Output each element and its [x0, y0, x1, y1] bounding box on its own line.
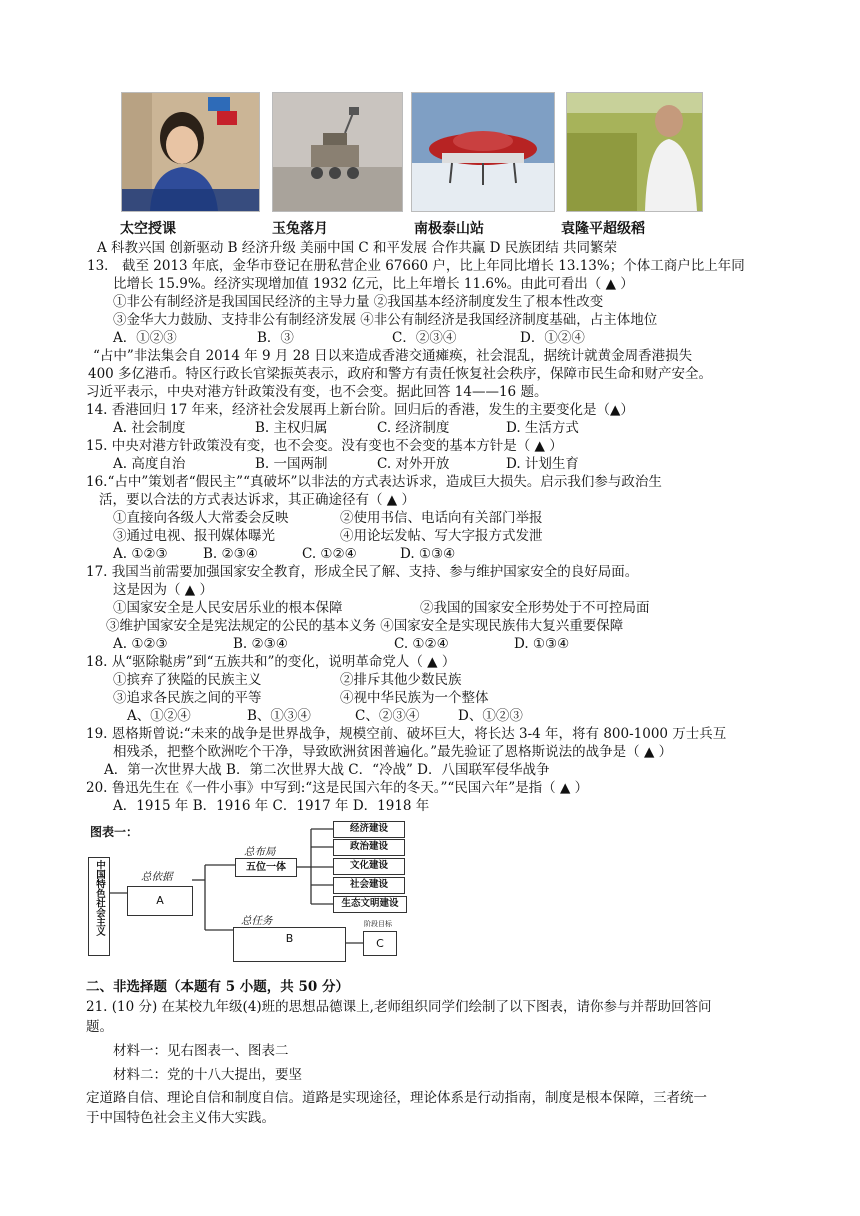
- q16-option-a: A. ①②③: [113, 546, 168, 562]
- q13-option-a: A．①②③: [113, 330, 177, 346]
- q18-option-b: B、①③④: [247, 708, 311, 724]
- part2-heading: 二、非选择题（本题有 5 小题，共 50 分）: [86, 979, 349, 995]
- q15-option-c: C. 对外开放: [377, 456, 450, 472]
- q14-option-c: C. 经济制度: [377, 420, 450, 436]
- diagram-vertical-box: [88, 857, 110, 956]
- q17-option-c: C. ①②④: [394, 636, 449, 652]
- photo-caption-1: 太空授课: [120, 221, 176, 237]
- material-2: 材料二：党的十八大提出，要坚: [113, 1067, 302, 1083]
- q19-stem-line1: 19. 恩格斯曾说:“未来的战争是世界战争，规模空前、破坏巨大，将长达 3-4 年，将有 800-1000 万士兵互: [86, 726, 727, 742]
- diagram-box-wuwei: [235, 858, 297, 877]
- q17-stem-line2: 这是因为（ ▲ ）: [113, 582, 213, 598]
- q13-stem-line2: 比增长 15.9%。经济实现增加值 1932 亿元，比上年增长 11.6%。由此可看出（ ▲ ）: [113, 276, 634, 292]
- q15-stem: 15. 中央对港方针政策没有变，也不会变。没有变也不会变的基本方针是（ ▲ ）: [86, 438, 563, 454]
- q16-option-c: C. ①②④: [302, 546, 357, 562]
- right-box-politics: 政治建设: [333, 839, 405, 856]
- q21-stem-line2: 题。: [86, 1019, 113, 1035]
- q13-option-b: B．③: [257, 330, 294, 346]
- right-box-society: 社会建设: [333, 877, 405, 894]
- passage-line2: 400 多亿港币。特区行政长官梁振英表示，政府和警方有责任恢复社会秩序，保障市民生命和财产安全。: [88, 366, 713, 382]
- q19-stem-line2: 相残杀，把整个欧洲吃个干净，导致欧洲贫困普遍化。”最先验证了恩格斯说法的战争是（ ▲ ）: [113, 744, 673, 760]
- q17-option-d: D. ①③④: [514, 636, 570, 652]
- q18-statement-2: ②排斥其他少数民族: [340, 672, 462, 688]
- box-c-label: C: [376, 937, 384, 950]
- box-wuwei-label: 五位一体: [246, 862, 286, 873]
- label-zongyiju: 总依据: [141, 871, 173, 883]
- q18-stem: 18. 从“驱除鞑虏”到“五族共和”的变化，说明革命党人（ ▲ ）: [86, 654, 456, 670]
- q17-statement-3-4: ③维护国家安全是宪法规定的公民的基本义务 ④国家安全是实现民族伟大复兴重要保障: [106, 618, 624, 634]
- q18-option-d: D、①②③: [458, 708, 523, 724]
- right-box-culture: 文化建设: [333, 858, 405, 875]
- q17-option-b: B. ②③④: [233, 636, 288, 652]
- q16-statement-2: ②使用书信、电话向有关部门举报: [340, 510, 543, 526]
- passage-line1: “占中”非法集会自 2014 年 9 月 28 日以来造成香港交通瘫痪，社会混乱，据统计就黄金周香港损失: [93, 348, 693, 364]
- material-2-cont-line2: 于中国特色社会主义伟大实践。: [86, 1110, 275, 1126]
- diagram-title: 图表一：: [90, 825, 139, 839]
- q14-option-a: A. 社会制度: [113, 420, 186, 436]
- photo-caption-2: 玉兔落月: [272, 221, 328, 237]
- q18-option-c: C、②③④: [355, 708, 420, 724]
- q15-option-d: D. 计划生育: [506, 456, 579, 472]
- q13-option-c: C．②③④: [392, 330, 457, 346]
- q17-option-a: A. ①②③: [113, 636, 168, 652]
- box-a-label: A: [156, 894, 164, 907]
- box-b-label: B: [285, 932, 294, 945]
- q14-option-d: D. 生活方式: [506, 420, 579, 436]
- q12-options: A 科教兴国 创新驱动 B 经济升级 美丽中国 C 和平发展 合作共赢 D 民族团结 共同繁荣: [97, 240, 618, 256]
- diagram-box-a: [127, 886, 193, 916]
- q13-stem-line1: 13． 截至 2013 年底，金华市登记在册私营企业 67660 户，比上年同比增长 13.13%；个体工商户比上年同: [87, 258, 745, 274]
- q19-options: A．第一次世界大战 B．第二次世界大战 C．“冷战” D．八国联军侵华战争: [104, 762, 550, 778]
- q13-statement-3-4: ③金华大力鼓励、支持非公有制经济发展 ④非公有制经济是我国经济制度基础，占主体地位: [113, 312, 658, 328]
- diagram-box-c: [363, 931, 397, 956]
- material-1: 材料一：见右图表一、图表二: [113, 1043, 289, 1059]
- q17-statement-2: ②我国的国家安全形势处于不可控局面: [420, 600, 650, 616]
- q16-statement-4: ④用论坛发帖、写大字报方式发泄: [340, 528, 543, 544]
- q17-stem-line1: 17. 我国当前需要加强国家安全教育，形成全民了解、支持、参与维护国家安全的良好局面。: [86, 564, 639, 580]
- q18-statement-3: ③追求各民族之间的平等: [113, 690, 262, 706]
- q21-stem-line1: 21. (10 分) 在某校九年级(4)班的思想品德课上,老师组织同学们绘制了以下图表，请你参与并帮助回答问: [86, 999, 712, 1015]
- q14-stem: 14. 香港回归 17 年来，经济社会发展再上新台阶。回归后的香港，发生的主要变化是（▲）: [86, 402, 634, 418]
- label-c-top: 阶段目标: [364, 920, 392, 928]
- passage-line3: 习近平表示，中央对港方针政策没有变，也不会变。据此回答 14——16 题。: [86, 384, 548, 400]
- q13-option-d: D．①②④: [520, 330, 585, 346]
- label-zongbuju: 总布局: [244, 846, 276, 858]
- q15-option-a: A. 高度自治: [113, 456, 186, 472]
- q17-statement-1: ①国家安全是人民安居乐业的根本保障: [113, 600, 343, 616]
- q16-statement-3: ③通过电视、报刊媒体曝光: [113, 528, 275, 544]
- q18-option-a: A、①②④: [127, 708, 191, 724]
- photo-caption-3: 南极泰山站: [414, 221, 484, 237]
- q18-statement-4: ④视中华民族为一个整体: [340, 690, 489, 706]
- q16-stem-line2: 活，要以合法的方式表达诉求，其正确途径有（ ▲ ）: [99, 492, 415, 508]
- q16-option-b: B. ②③④: [203, 546, 258, 562]
- q15-option-b: B. 一国两制: [255, 456, 328, 472]
- label-zongrenwu: 总任务: [241, 915, 273, 927]
- q16-stem-line1: 16.“占中”策划者“假民主”“真破坏”以非法的方式表达诉求，造成巨大损失。启示我们参与政治生: [86, 474, 662, 490]
- q14-option-b: B. 主权归属: [255, 420, 328, 436]
- material-2-cont-line1: 定道路自信、理论自信和制度自信。道路是实现途径，理论体系是行动指南，制度是根本保障，三者统一: [86, 1090, 707, 1106]
- q16-statement-1: ①直接向各级人大常委会反映: [113, 510, 289, 526]
- q18-statement-1: ①摈弃了狭隘的民族主义: [113, 672, 262, 688]
- q20-stem: 20. 鲁迅先生在《一件小事》中写到:“这是民国六年的冬天。”“民国六年”是指（ ▲ ）: [86, 780, 589, 796]
- diagram-vertical-label: 中国特色社会主义: [94, 860, 105, 936]
- diagram-box-b: [233, 927, 346, 962]
- right-box-ecology: 生态文明建设: [333, 896, 407, 913]
- q16-option-d: D. ①③④: [400, 546, 456, 562]
- photo-caption-4: 袁隆平超级稻: [561, 221, 645, 237]
- q13-statement-1-2: ①非公有制经济是我国国民经济的主导力量 ②我国基本经济制度发生了根本性改变: [113, 294, 604, 310]
- right-box-economy: 经济建设: [333, 821, 405, 838]
- q20-options: A．1915 年 B．1916 年 C．1917 年 D．1918 年: [113, 798, 430, 814]
